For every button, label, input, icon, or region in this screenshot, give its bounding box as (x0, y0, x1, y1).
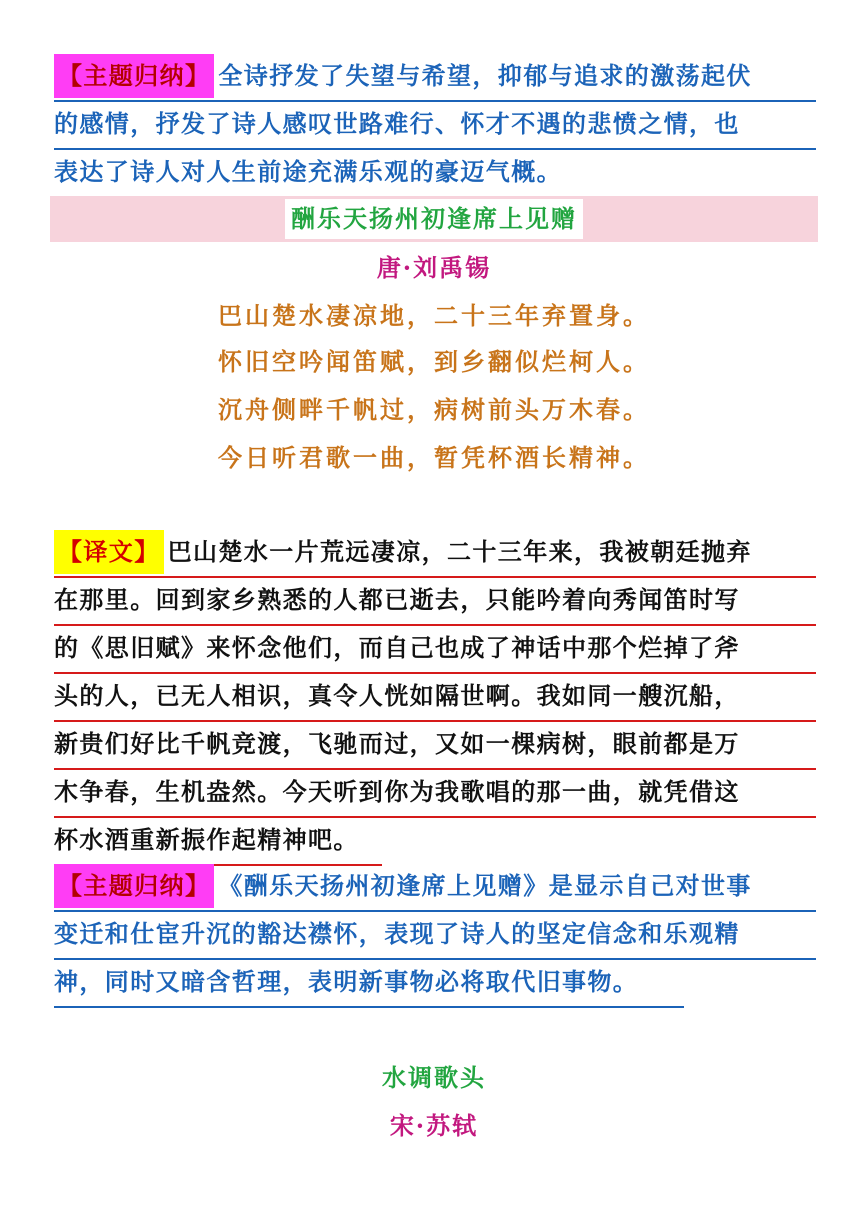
translation-line (54, 530, 816, 578)
theme-summary-1 (54, 54, 816, 198)
theme-summary-2-line: 神，同时又暗含哲理，表明新事物必将取代旧事物。 (54, 960, 684, 1008)
theme-summary-1-text: 全诗抒发了失望与希望，抑郁与追求的激荡起伏 (218, 61, 752, 90)
next-poem-title: 水调歌头 (382, 1063, 486, 1092)
poem-verse: 今日听君歌一曲，暂凭杯酒长精神。 (218, 443, 650, 472)
theme-summary-2 (54, 864, 816, 1008)
next-poem-author: 宋·苏轼 (389, 1111, 479, 1140)
theme-summary-2-text: 《酬乐天扬州初逢席上见赠》是显示自己对世事 (218, 871, 752, 900)
translation-line: 木争春，生机盎然。今天听到你为我歌唱的那一曲，就凭借这 (54, 770, 816, 818)
theme-summary-1-line (54, 54, 816, 102)
theme-tag: 【主题归纳】 (54, 864, 214, 908)
poem-verse: 沉舟侧畔千帆过，病树前头万木春。 (218, 395, 650, 424)
poem-verse: 怀旧空吟闻笛赋，到乡翻似烂柯人。 (218, 347, 650, 376)
translation-line: 在那里。回到家乡熟悉的人都已逝去，只能吟着向秀闻笛时写 (54, 578, 816, 626)
translation-line: 杯水酒重新振作起精神吧。 (54, 818, 382, 866)
translation-line: 头的人，已无人相识，真令人恍如隔世啊。我如同一艘沉船， (54, 674, 816, 722)
poem-verse: 巴山楚水凄凉地，二十三年弃置身。 (218, 301, 650, 330)
theme-summary-1-line: 表达了诗人对人生前途充满乐观的豪迈气概。 (54, 150, 602, 198)
translation-text: 巴山楚水一片荒远凄凉，二十三年来，我被朝廷抛弃 (167, 537, 752, 566)
poem-author: 唐·刘禹锡 (376, 253, 492, 282)
translation-line: 的《思旧赋》来怀念他们，而自己也成了神话中那个烂掉了斧 (54, 626, 816, 674)
translation-tag: 【译文】 (54, 530, 164, 574)
poem-title: 酬乐天扬州初逢席上见赠 (285, 199, 583, 239)
theme-summary-1-line: 的感情，抒发了诗人感叹世路难行、怀才不遇的悲愤之情，也 (54, 102, 816, 150)
poem-title-band (50, 196, 818, 242)
theme-summary-2-line (54, 864, 816, 912)
translation (54, 530, 816, 866)
theme-summary-2-line: 变迁和仕宦升沉的豁达襟怀，表现了诗人的坚定信念和乐观精 (54, 912, 816, 960)
theme-tag: 【主题归纳】 (54, 54, 214, 98)
translation-line: 新贵们好比千帆竞渡，飞驰而过，又如一棵病树，眼前都是万 (54, 722, 816, 770)
